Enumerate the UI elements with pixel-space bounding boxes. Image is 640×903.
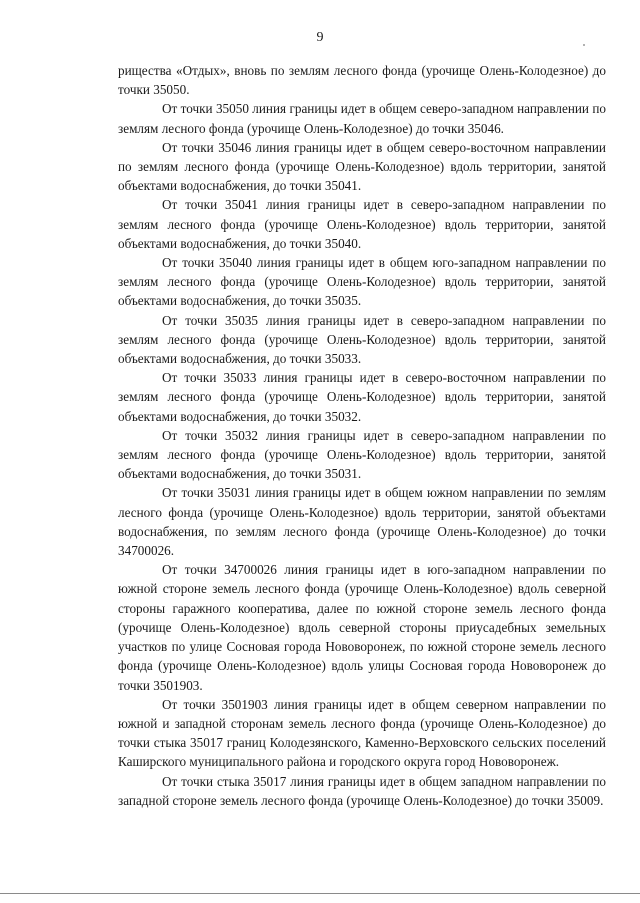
paragraph: От точки 35041 линия границы идет в северо-западном направлении по землям лесного фонда (урочище Олень-Колодезное) вдоль территории, занятой объектами водоснабжения, до точки 35040. [118, 197, 606, 251]
paragraph: От точки 35035 линия границы идет в северо-западном направлении по землям лесного фонда (урочище Олень-Колодезное) вдоль территории, занятой объектами водоснабжения, до точки 35033. [118, 312, 606, 367]
scan-bottom-edge [0, 893, 640, 894]
page-number: 9 [316, 30, 324, 45]
paragraph: От точки 35040 линия границы идет в общем юго-западном направлении по землям лесного фонда (урочище Олень-Колодезное) вдоль территории, занятой объектами водоснабжения, до точки 35035. [118, 255, 606, 309]
paragraph: От точки 35032 линия границы идет в северо-западном направлении по землям лесного фонда (урочище Олень-Колодезное) вдоль территории, занятой объектами водоснабжения, до точки 35031. [118, 427, 606, 482]
paragraph: От точки 35050 линия границы идет в общем северо-западном направлении по землям лесного фонда (урочище Олень-Колодезное) до точки 35046. [118, 101, 606, 136]
document-body [118, 61, 606, 810]
paragraph: От точки 34700026 линия границы идет в юго-западном направлении по южной стороне земель лесного фонда (урочище Олень-Колодезное) вдоль северной стороны гаражного кооператива, далее по южной стороне земель лесного фонда (урочище Олень-Колодезное) вдоль северной стороны приусадебных земельных участков по улице Сосновая города Нововоронеж, по южной стороне земель лесного фонда (урочище Олень-Колодезное) вдоль улицы Сосновая города Нововоронеж до точки 3501903. [118, 562, 606, 693]
paragraph-continued: рищества «Отдых», вновь по землям лесного фонда (урочище Олень-Колодезное) до точки 35050. [118, 63, 606, 98]
paragraph: От точки стыка 35017 линия границы идет в общем западном направлении по западной стороне земель лесного фонда (урочище Олень-Колодезное) до точки 35009. [118, 773, 606, 808]
paragraph: От точки 35046 линия границы идет в общем северо-восточном направлении по землям лесного фонда (урочище Олень-Колодезное) вдоль территории, занятой объектами водоснабжения, до точки 35041. [118, 139, 606, 194]
paragraph: От точки 35033 линия границы идет в северо-восточном направлении по землям лесного фонда (урочище Олень-Колодезное) вдоль территории, занятой объектами водоснабжения, до точки 35032. [118, 370, 606, 424]
paragraph: От точки 35031 линия границы идет в общем южном направлении по землям лесного фонда (урочище Олень-Колодезное) вдоль территории, занятой объектами водоснабжения, по землям лесного фонда (урочище Олень-Колодезное) до точки 34700026. [118, 485, 606, 559]
paragraph: От точки 3501903 линия границы идет в общем северном направлении по южной и западной сторонам земель лесного фонда (урочище Олень-Колодезное) до точки стыка 35017 границ Колодезянского, Каменно-Верховского сельских поселений Каширского муниципального района и городского округа город Нововоронеж. [118, 696, 606, 770]
scan-speck [583, 44, 585, 46]
